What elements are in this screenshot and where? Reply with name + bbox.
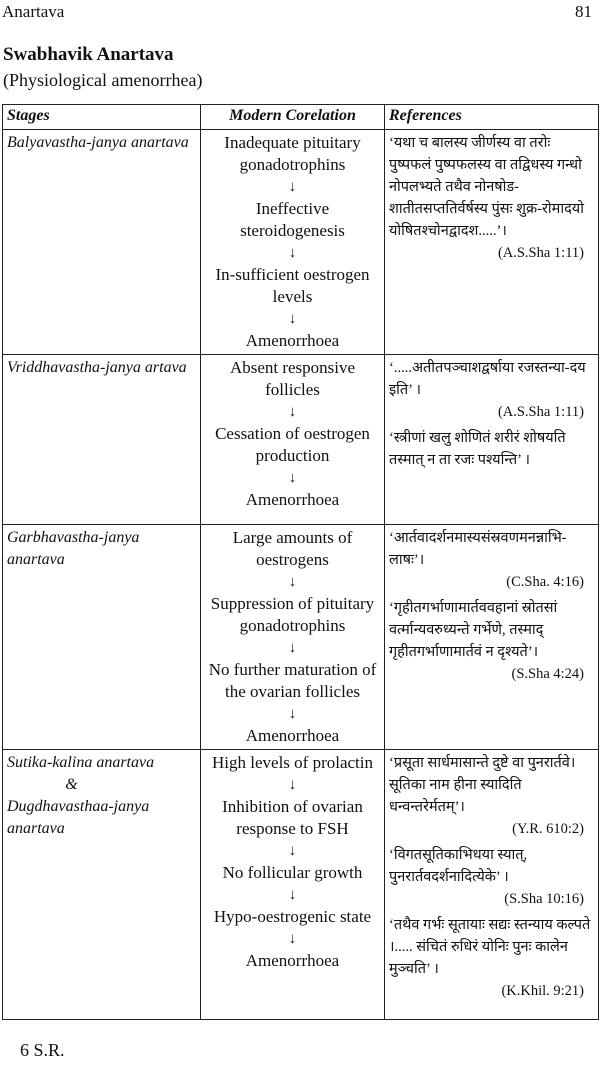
reference-text: ‘.....अतीतपञ्चाशद्वर्षाया रजस्तन्या-दय इति’ । [389,360,586,398]
down-arrow-icon: ↓ [288,706,297,722]
reference-source: (S.Sha 4:24) [511,666,584,682]
footer-note: 6 S.R. [20,1040,65,1060]
down-arrow-icon: ↓ [288,574,297,590]
reference-text: ‘गृहीतगर्भाणामार्तववहानां स्रोतसां वर्त्मान्यवरुध्यन्ते गर्भेणे, तस्माद् गृहीतगर्भाणामार्तवं न दृश्यते’। [389,600,558,660]
stage-ampersand: & [65,776,78,793]
reference-item [389,527,594,593]
modern-corelation-cell [201,355,385,525]
reference-item [389,132,594,264]
stage-name-secondary: Dugdhavasthaa-janya anartava [7,798,150,837]
down-arrow-icon: ↓ [288,311,297,327]
corelation-step: High levels of prolactin [212,753,373,772]
corelation-step: Inadequate pituitary gonadotrophins [224,133,361,174]
corelation-step: Amenorrhoea [245,726,340,745]
stage-cell [3,355,201,525]
corelation-step: Absent responsive follicles [229,358,356,399]
corelation-step: Large amounts of oestrogens [232,528,353,569]
table-row [3,525,599,750]
corelation-step: Cessation of oestrogen production [215,424,370,465]
header-stages: Stages [3,105,201,130]
corelation-step: Suppression of pituitary gonadotrophins [210,594,375,635]
corelation-step: Ineffective steroidogenesis [240,199,345,240]
references-cell [385,750,599,1020]
reference-text: ‘प्रसूता सार्धमासान्ते दुष्टे वा पुनरार्तवे। सूतिका नाम हीना स्यादिति धन्वन्तरेर्मतम्’। [389,755,576,815]
table-row [3,355,599,525]
corelation-step: Hypo-oestrogenic state [213,907,372,926]
reference-item [389,752,594,840]
page-number: 81 [575,2,592,21]
modern-corelation-cell [201,130,385,355]
corelation-step: Amenorrhoea [245,490,340,509]
reference-text: ‘तथैव गर्भः सूतायाः सद्यः स्तन्याय कल्पते ।..... संचितं रुधिरं योनिः पुनः कालेन मुञ्चति’ । [389,917,591,977]
table-row [3,750,599,1020]
corelation-step: No follicular growth [222,863,363,882]
stage-cell [3,525,201,750]
stage-cell [3,130,201,355]
corelation-step: Inhibition of ovarian response to FSH [222,797,363,838]
stage-name: Sutika-kalina anartava [7,754,155,771]
corelation-step: Amenorrhoea [245,951,340,970]
running-title: Anartava [2,2,65,21]
header-modern-corelation: Modern Corelation [201,105,385,130]
references-cell [385,355,599,525]
down-arrow-icon: ↓ [288,404,297,420]
corelation-step: No further maturation of the ovarian follicles [208,660,377,701]
stage-name: Balyavastha-janya anartava [7,134,189,151]
section-subtitle: (Physiological amenorrhea) [3,70,203,90]
down-arrow-icon: ↓ [288,843,297,859]
corelation-step: In-sufficient oestrogen levels [215,265,370,306]
reference-source: (A.S.Sha 1:11) [497,404,584,420]
references-cell [385,525,599,750]
down-arrow-icon: ↓ [288,179,297,195]
down-arrow-icon: ↓ [288,470,297,486]
reference-source: (A.S.Sha 1:11) [497,245,584,261]
reference-item [389,844,594,910]
references-cell [385,130,599,355]
down-arrow-icon: ↓ [288,640,297,656]
reference-source: (K.Khil. 9:21) [501,983,584,999]
reference-text: ‘विगतसूतिकाभिधया स्यात्, पुनरार्तवदर्शनादित्येके’ । [389,847,528,885]
corelation-step: Amenorrhoea [245,331,340,350]
running-header [0,2,600,24]
reference-text: ‘आर्तवादर्शनमास्यसंस्रवणमनन्नाभि-लाषः’। [389,530,567,568]
reference-item [389,597,594,685]
stage-cell [3,750,201,1020]
reference-source: (S.Sha 10:16) [504,891,584,907]
down-arrow-icon: ↓ [288,887,297,903]
section-title: Swabhavik Anartava [3,44,174,65]
anartava-table [2,104,599,1020]
reference-text: ‘यथा च बालस्य जीर्णस्य वा तरोः पुष्पफलं पुष्पफलस्य वा तद्विधस्य गन्धो नोपलभ्यते तथैव नोनषोड-शातीतसप्ततिर्वर्षस्य पुंसः शुक्र-रोमादयो योषितश्चोनद्वादश.....’। [389,135,584,239]
down-arrow-icon: ↓ [288,931,297,947]
stage-name: Vriddhavastha-janya artava [7,359,187,376]
reference-item [389,427,594,471]
modern-corelation-cell [201,525,385,750]
down-arrow-icon: ↓ [288,245,297,261]
reference-text: ‘स्त्रीणां खलु शोणितं शरीरं शोषयति तस्मात् न ता रजः पश्यन्ति’ । [389,430,566,468]
reference-item [389,357,594,423]
table-row [3,130,599,355]
reference-item [389,914,594,1002]
stage-name: Garbhavastha-janya anartava [7,529,140,568]
modern-corelation-cell [201,750,385,1020]
down-arrow-icon: ↓ [288,777,297,793]
table-header-row [3,105,599,130]
header-references: References [385,105,599,130]
reference-source: (C.Sha. 4:16) [506,574,584,590]
reference-source: (Y.R. 610:2) [512,821,584,837]
